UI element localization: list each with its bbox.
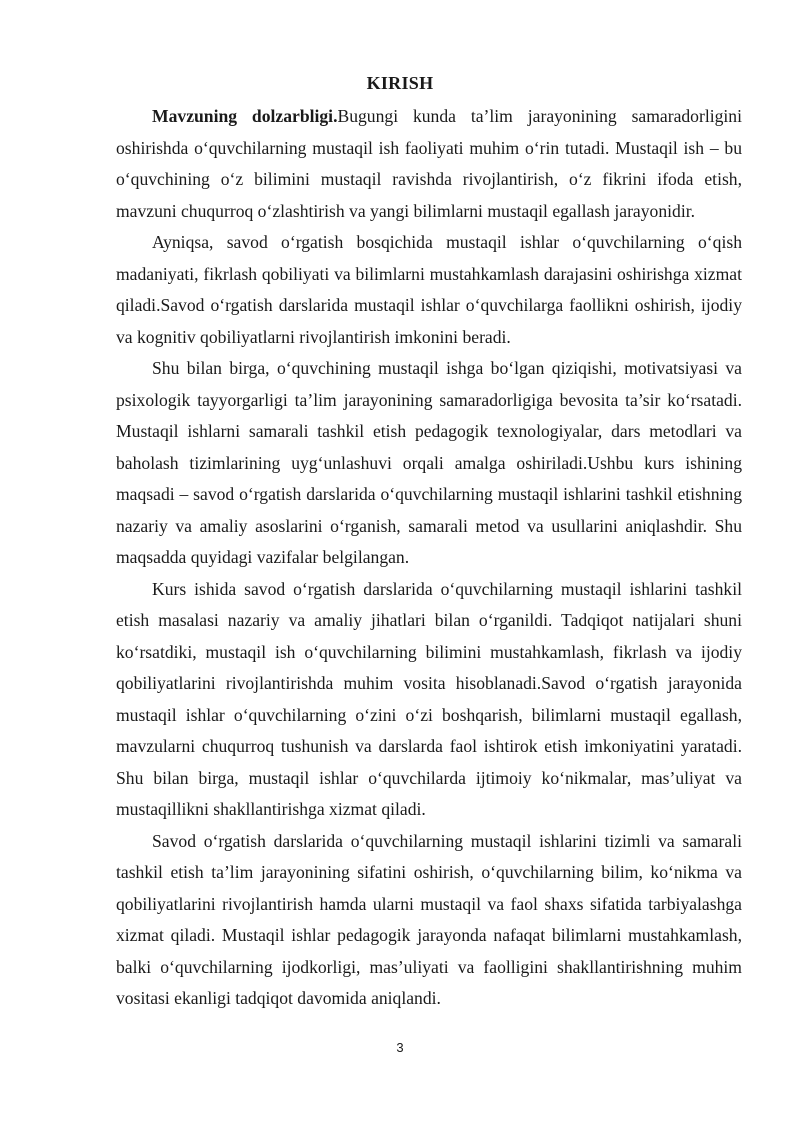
paragraph-text: Bugungi kunda ta’lim jarayonining samaradorligini oshirishda o‘quvchilarning mustaqil ish faoliyati muhim o‘rin tutadi. Mustaqil ish – bu o‘quvchining o‘z bilimini mustaqil ravishda rivojlantirish, o‘z fikrini ifoda etish, mavzuni chuqurroq o‘zlashtirish va yangi bilimlarni mustaqil egallash jarayonidir. [116,106,742,221]
paragraph-conclusion: Savod o‘rgatish darslarida o‘quvchilarning mustaqil ishlarini tizimli va samarali tashkil etish ta’lim jarayonining sifatini oshirish, o‘quvchilarning bilim, ko‘nikma va qobiliyatlarini rivojlantirish hamda ularni mustaqil va faol shaxs sifatida tarbiyalashga xizmat qiladi. Mustaqil ishlar pedagogik jarayonda nafaqat bilimlarni mustahkamlash, balki o‘quvchilarning ijodkorligi, mas’uliyati va faolligini shakllantirishning muhim vositasi ekanligi tadqiqot davomida aniqlandi. [116,830,742,1008]
page-title: KIRISH [366,73,434,93]
paragraph-research-results: Kurs ishida savod o‘rgatish darslarida o‘quvchilarning mustaqil ishlarini tashkil etish masalasi nazariy va amaliy jihatlari bilan o‘rganildi. Tadqiqot natijalari shuni ko‘rsatdiki, mustaqil ish o‘quvchilarning bilimini mustahkamlash, fikrlash va ijodiy qobiliyatlarini rivojlantirishda muhim vosita hisoblanadi.Savod o‘rgatish jarayonida mustaqil ishlar o‘quvchilarning o‘zini o‘zi boshqarish, bilimlarni mustaqil egallash, mavzularni chuqurroq tushunish va darslarda faol ishtirok etish imkoniyatini yaratadi. Shu bilan birga, mustaqil ishlar o‘quvchilarda ijtimoiy ko‘nikmalar, mas’uliyat va mustaqillikni shakllantirishga xizmat qiladi. [116,578,742,819]
paragraph-lead-heading: Mavzuning dolzarbligi. [152,106,338,126]
page-number: 3 [396,1040,404,1055]
paragraph-motivation-aim: Shu bilan birga, o‘quvchining mustaqil ishga bo‘lgan qiziqishi, motivatsiyasi va psixologik tayyorgarligi ta’lim jarayonining samaradorligiga bevosita ta’sir ko‘rsatadi. Mustaqil ishlarni samarali tashkil etish pedagogik texnologiyalar, dars metodlari va baholash tizimlarining uyg‘unlashuvi orqali amalga oshiriladi.Ushbu kurs ishining maqsadi – savod o‘rgatish darslarida o‘quvchilarning mustaqil ishlarini tashkil etishning nazariy va amaliy asoslarini o‘rganish, samarali metod va usullarini aniqlashdir. Shu maqsadda quyidagi vazifalar belgilangan. [116,358,742,567]
paragraph-relevance [116,101,742,227]
paragraph-literacy-stage: Ayniqsa, savod o‘rgatish bosqichida mustaqil ishlar o‘quvchilarning o‘qish madaniyati, fikrlash qobiliyati va bilimlarni mustahkamlash darajasini oshirishga xizmat qiladi.Savod o‘rgatish darslarida mustaqil ishlar o‘quvchilarga faollikni oshirish, ijodiy va kognitiv qobiliyatlarni rivojlantirish imkonini beradi. [116,232,742,347]
document-body [116,101,742,1015]
